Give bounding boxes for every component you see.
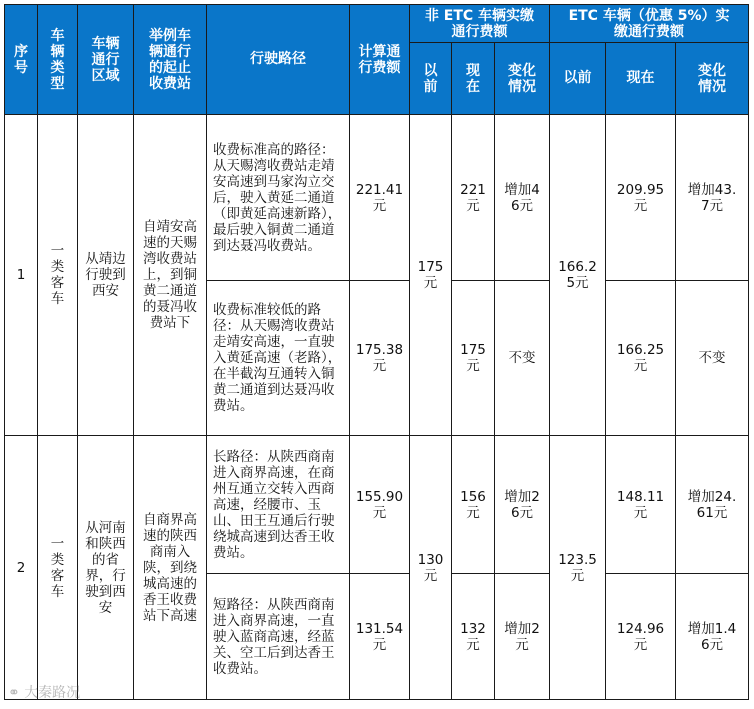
watermark-text: 大秦路况 bbox=[24, 685, 81, 701]
calc-fee-cell: 221.41元 bbox=[350, 115, 410, 281]
non-etc-before-cell: 130元 bbox=[410, 436, 452, 700]
etc-now-cell: 148.11元 bbox=[606, 436, 676, 574]
header-etc-now: 现在 bbox=[606, 43, 676, 115]
vehicle-type-cell: 一类客车 bbox=[38, 115, 78, 436]
non-etc-now-cell: 132元 bbox=[452, 574, 495, 700]
non-etc-change-cell: 增加46元 bbox=[495, 115, 550, 281]
header-route: 行驶路径 bbox=[207, 5, 350, 115]
etc-change-cell: 不变 bbox=[676, 281, 749, 436]
non-etc-now-cell: 175元 bbox=[452, 281, 495, 436]
toll-fee-table bbox=[4, 4, 749, 700]
header-non-etc-now: 现在 bbox=[452, 43, 495, 115]
table-row bbox=[5, 115, 749, 281]
header-seq: 序号 bbox=[5, 5, 38, 115]
non-etc-now-cell: 221元 bbox=[452, 115, 495, 281]
etc-now-cell: 209.95元 bbox=[606, 115, 676, 281]
etc-now-cell: 166.25元 bbox=[606, 281, 676, 436]
route-cell: 短路径：从陕西商南进入商界高速，一直驶入蓝商高速，经蓝关、空工后到达香王收费站。 bbox=[207, 574, 350, 700]
calc-fee-cell: 155.90元 bbox=[350, 436, 410, 574]
non-etc-change-cell: 不变 bbox=[495, 281, 550, 436]
etc-before-cell: 166.25元 bbox=[550, 115, 606, 436]
region-cell: 从河南和陕西的省界，行驶到西安 bbox=[78, 436, 134, 700]
stations-cell: 自靖安高速的天赐湾收费站上，到铜黄二通道的聂冯收费站下 bbox=[134, 115, 207, 436]
header-region: 车辆通行区域 bbox=[78, 5, 134, 115]
header-etc-before: 以前 bbox=[550, 43, 606, 115]
header-vehicle-type: 车辆类型 bbox=[38, 5, 78, 115]
stations-cell: 自商界高速的陕西商南入陕，到绕城高速的香王收费站下高速 bbox=[134, 436, 207, 700]
route-cell: 收费标准高的路径：从天赐湾收费站走靖安高速到马家沟立交后，驶入黄延二通道（即黄延高速新路），最后驶入铜黄二通道到达聂冯收费站。 bbox=[207, 115, 350, 281]
route-cell: 长路径：从陕西商南进入商界高速，在商州互通立交转入西商高速，经腰市、玉山、田王互通后行驶绕城高速到达香王收费站。 bbox=[207, 436, 350, 574]
table-row bbox=[5, 436, 749, 574]
seq-cell: 2 bbox=[5, 436, 38, 700]
header-stations: 举例车辆通行的起止收费站 bbox=[134, 5, 207, 115]
non-etc-now-cell: 156元 bbox=[452, 436, 495, 574]
header-non-etc-change: 变化情况 bbox=[495, 43, 550, 115]
calc-fee-cell: 175.38元 bbox=[350, 281, 410, 436]
etc-before-cell: 123.5元 bbox=[550, 436, 606, 700]
region-cell: 从靖边行驶到西安 bbox=[78, 115, 134, 436]
header-etc-change: 变化情况 bbox=[676, 43, 749, 115]
route-cell: 收费标准较低的路径：从天赐湾收费站走靖安高速，一直驶入黄延高速（老路），在半截沟互通转入铜黄二通道到达聂冯收费站。 bbox=[207, 281, 350, 436]
header-non-etc-before: 以前 bbox=[410, 43, 452, 115]
calc-fee-cell: 131.54元 bbox=[350, 574, 410, 700]
watermark bbox=[8, 682, 80, 702]
etc-now-cell: 124.96元 bbox=[606, 574, 676, 700]
non-etc-before-cell: 175元 bbox=[410, 115, 452, 436]
seq-cell: 1 bbox=[5, 115, 38, 436]
vehicle-type-cell: 一类客车 bbox=[38, 436, 78, 700]
non-etc-change-cell: 增加2元 bbox=[495, 574, 550, 700]
header-calc-fee: 计算通行费额 bbox=[350, 5, 410, 115]
etc-change-cell: 增加43.7元 bbox=[676, 115, 749, 281]
non-etc-change-cell: 增加26元 bbox=[495, 436, 550, 574]
header-non-etc-group: 非 ETC 车辆实缴通行费额 bbox=[410, 5, 550, 43]
header-etc-group: ETC 车辆（优惠 5%）实缴通行费额 bbox=[550, 5, 749, 43]
watermark-logo-icon: ⚭ bbox=[8, 685, 20, 701]
etc-change-cell: 增加1.46元 bbox=[676, 574, 749, 700]
etc-change-cell: 增加24.61元 bbox=[676, 436, 749, 574]
